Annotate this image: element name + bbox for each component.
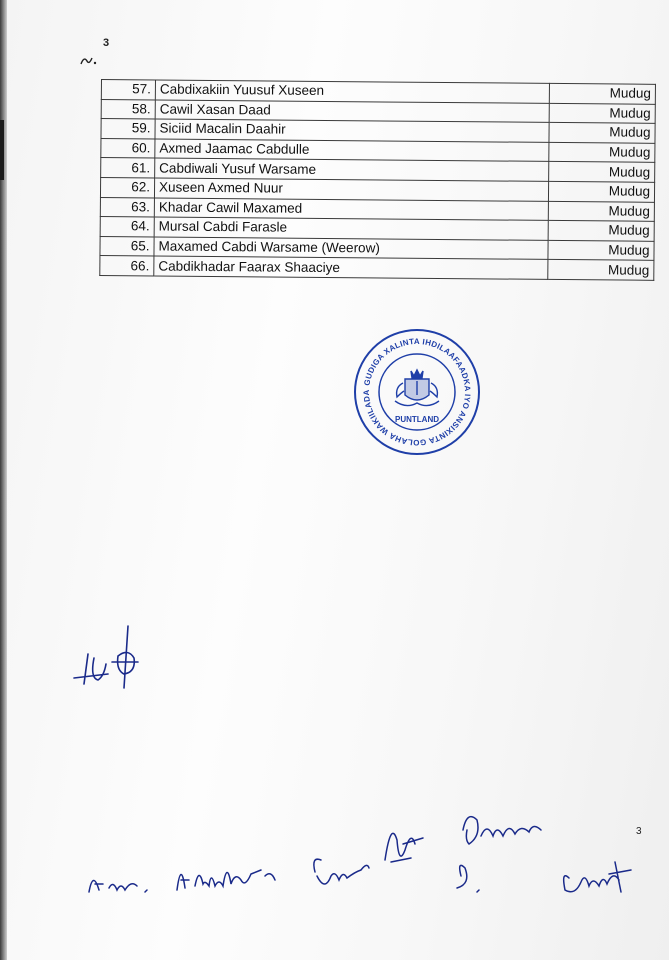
row-number: 57.: [101, 80, 155, 100]
page-number-bottom: 3: [636, 826, 642, 837]
member-name: Siciid Macalin Daahir: [155, 119, 549, 142]
member-region: Mudug: [549, 123, 655, 144]
row-number: 63.: [100, 197, 154, 217]
table-row: [100, 256, 654, 280]
members-table: [99, 79, 656, 281]
puntland-seal-stamp: [352, 327, 482, 457]
row-number: 61.: [101, 158, 155, 178]
seal-ring-text: GUDIGA XALINTA IHDILAAFAADKA IYO ANSIXINTA GOLAHA WAKIILADA: [361, 336, 473, 448]
member-region: Mudug: [548, 181, 654, 202]
row-number: 62.: [100, 177, 154, 197]
row-number: 65.: [100, 236, 154, 256]
signatures-row: [85, 800, 645, 910]
seal-center-text: PUNTLAND: [395, 415, 439, 424]
member-region: Mudug: [548, 260, 654, 281]
member-name: Xuseen Axmed Nuur: [154, 178, 548, 201]
page-edge-shadow: [0, 120, 4, 180]
handwritten-signature: [68, 618, 158, 698]
row-number: 59.: [101, 119, 155, 139]
coat-of-arms-icon: [395, 370, 439, 406]
member-region: Mudug: [548, 201, 654, 222]
page-number-top: 3: [103, 37, 110, 49]
member-region: Mudug: [549, 103, 655, 124]
member-name: Axmed Jaamac Cabdulle: [155, 139, 549, 162]
member-name: Mursal Cabdi Farasle: [154, 217, 548, 240]
member-region: Mudug: [549, 142, 655, 163]
member-name: Cabdiwali Yusuf Warsame: [155, 158, 549, 181]
member-name: Cabdikhadar Faarax Shaaciye: [154, 256, 548, 279]
member-region: Mudug: [548, 221, 654, 242]
member-region: Mudug: [548, 240, 654, 261]
member-region: Mudug: [549, 162, 655, 183]
member-region: Mudug: [549, 83, 655, 104]
row-number: 60.: [101, 138, 155, 158]
row-number: 58.: [101, 99, 155, 119]
member-name: Maxamed Cabdi Warsame (Weerow): [154, 237, 548, 260]
row-number: 64.: [100, 217, 154, 237]
member-name: Cawil Xasan Daad: [155, 100, 549, 123]
member-name: Cabdixakiin Yuusuf Xuseen: [155, 80, 549, 103]
member-name: Khadar Cawil Maxamed: [154, 198, 548, 221]
handwritten-mark: [78, 52, 100, 68]
row-number: 66.: [100, 256, 154, 276]
